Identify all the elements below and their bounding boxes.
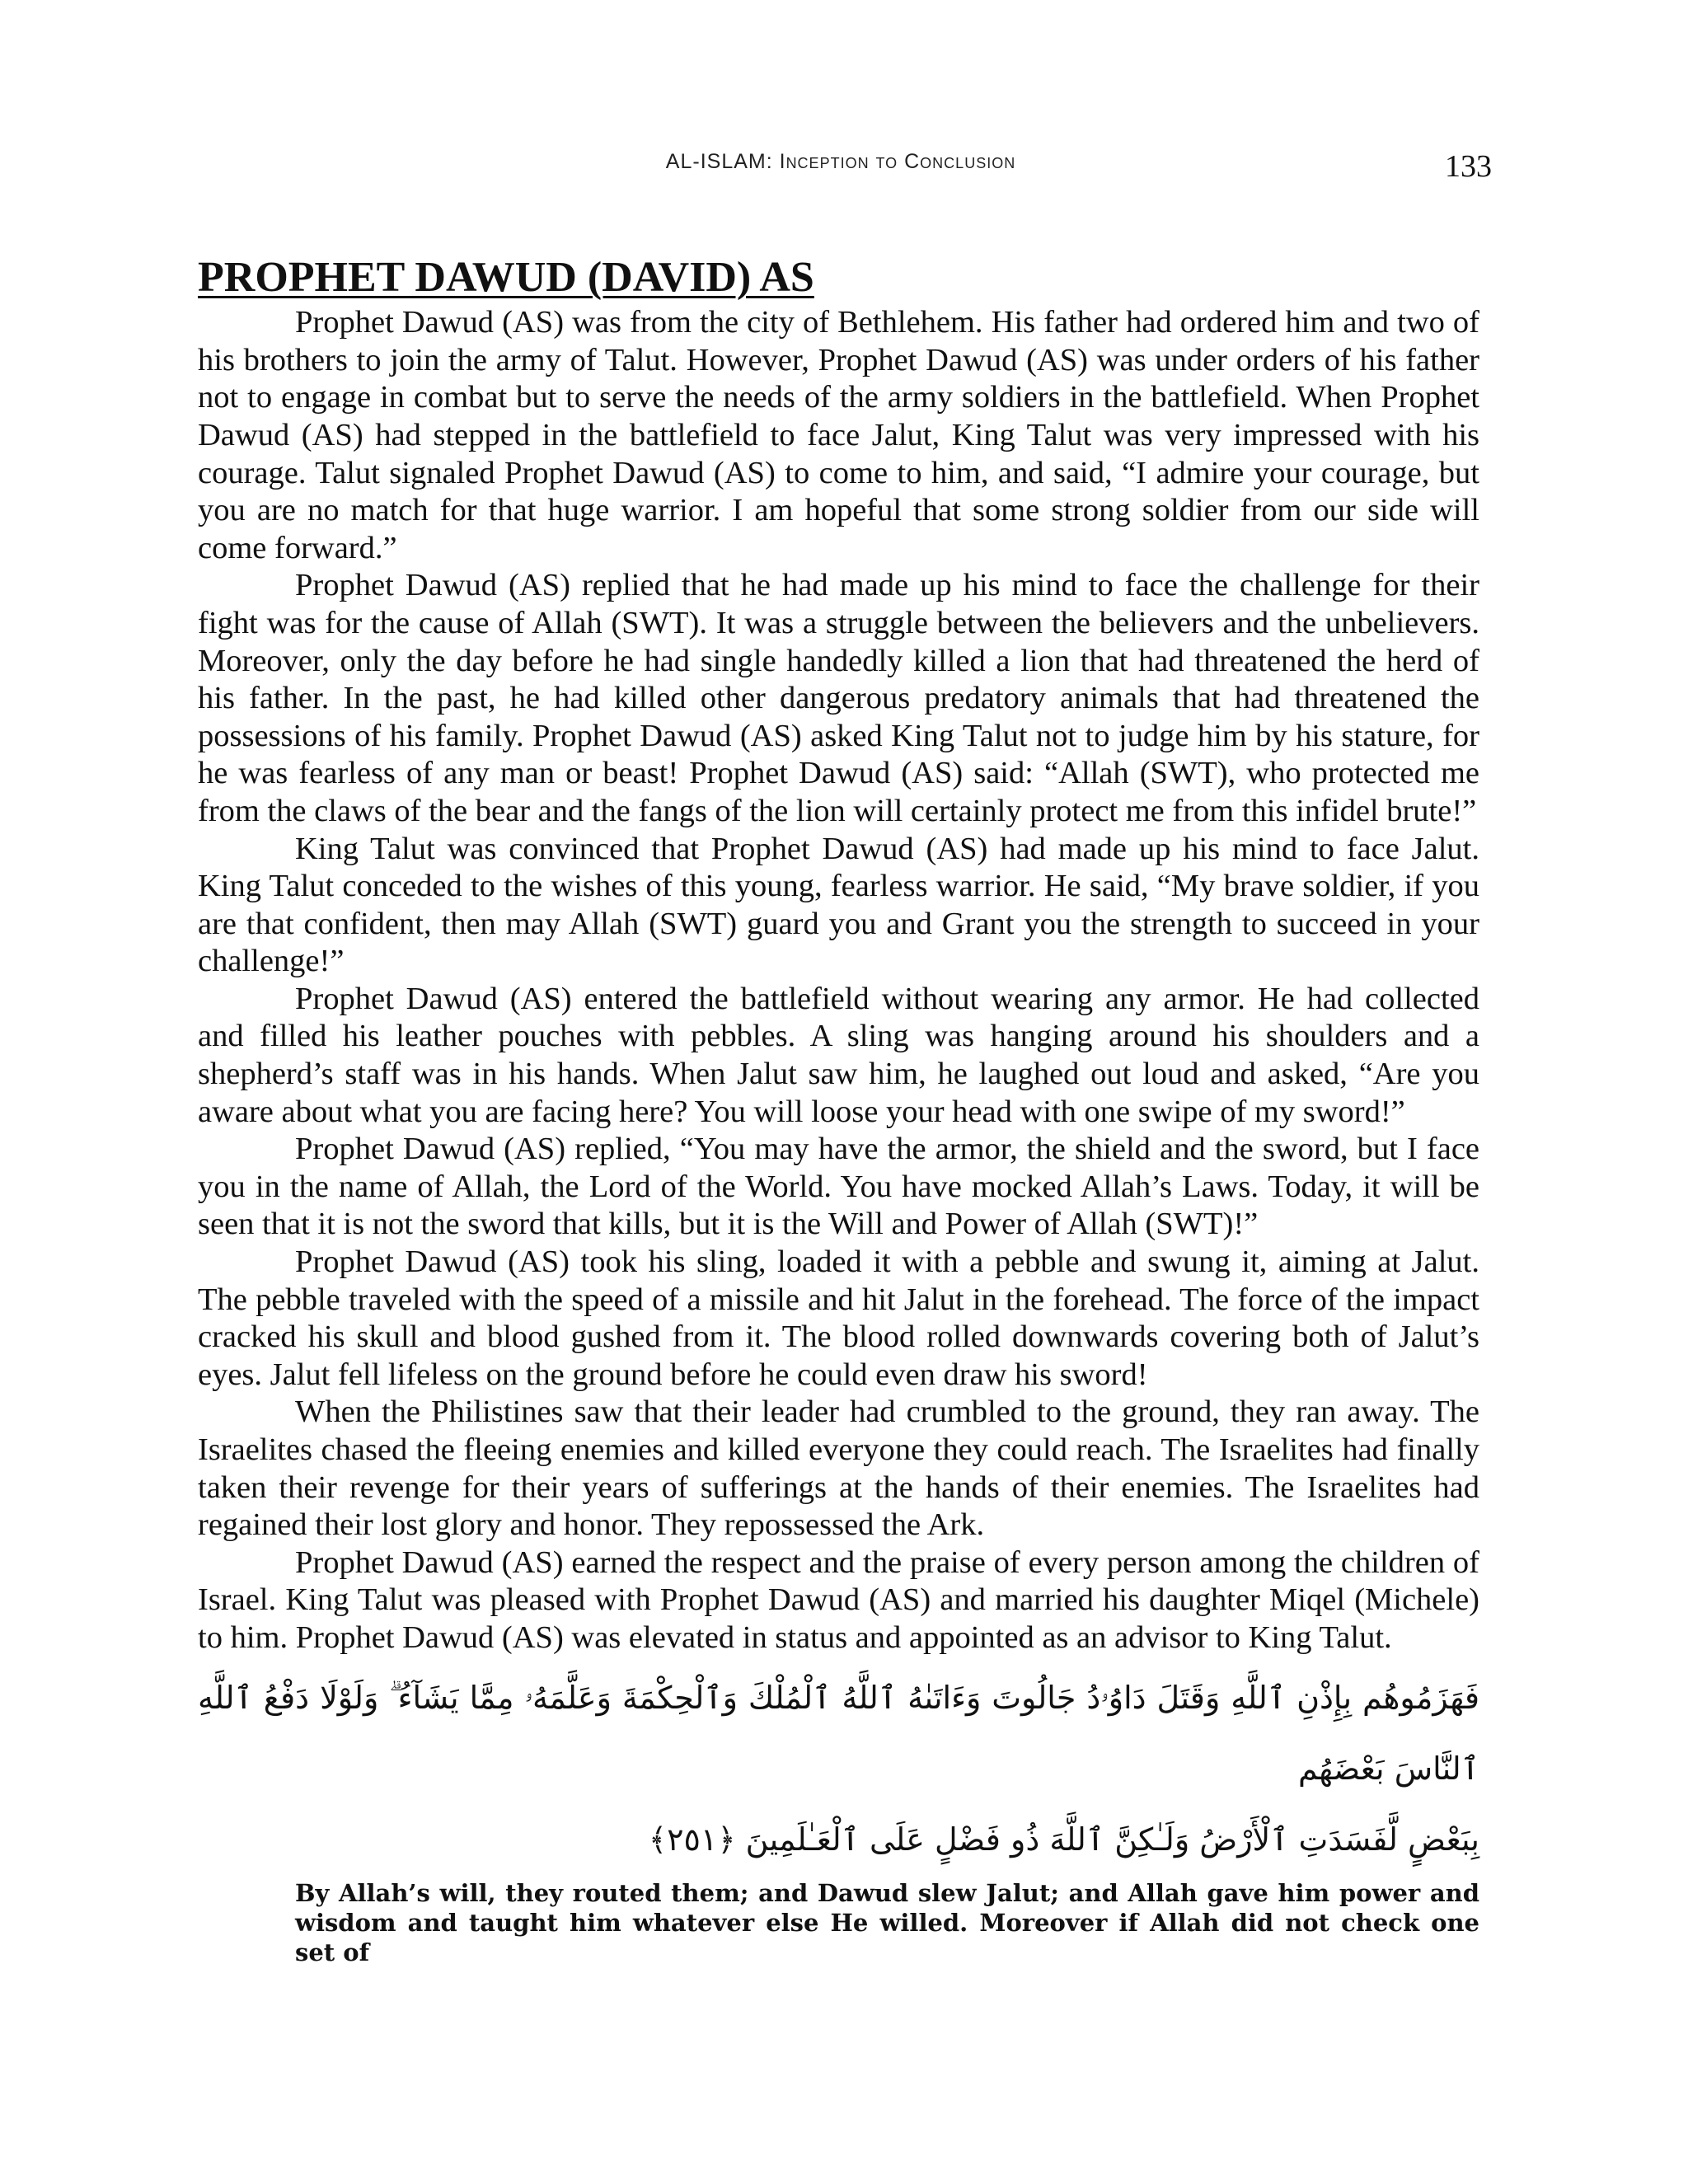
verse-translation: By Allah’s will, they routed them; and Dawud slew Jalut; and Allah gave him power and wisdom and taught him whatever else He willed. Moreover if Allah did not check one set of xyxy=(295,1878,1479,1966)
page-body xyxy=(198,254,1479,1967)
body-paragraph: Prophet Dawud (AS) entered the battlefield without wearing any armor. He had collected and filled his leather pouches with pebbles. A sling was hanging around his shoulders and a shepherd’s staff was in his hands. When Jalut saw him, he laughed out loud and asked, “Are you aware about what you are facing here? You will loose your head with one swipe of my sword!” xyxy=(198,981,1479,1129)
body-paragraph: Prophet Dawud (AS) took his sling, loaded it with a pebble and swung it, aiming at Jalut. The pebble traveled with the speed of a missile and hit Jalut in the forehead. The force of the impact cracked his skull and blood gushed from it. The blood rolled downwards covering both of Jalut’s eyes. Jalut fell lifeless on the ground before he could even draw his sword! xyxy=(198,1244,1479,1392)
page-number: 133 xyxy=(1445,149,1492,184)
body-paragraph: Prophet Dawud (AS) replied, “You may have the armor, the shield and the sword, but I face you in the name of Allah, the Lord of the World. You have mocked Allah’s Laws. Today, it will be seen that it is not the sword that kills, but it is the Will and Power of Allah (SWT)!” xyxy=(198,1132,1479,1242)
body-paragraph: King Talut was convinced that Prophet Dawud (AS) had made up his mind to face Jalut. King Talut conceded to the wishes of this young, fearless warrior. He said, “My brave soldier, if you are that confident, then may Allah (SWT) guard you and Grant you the strength to succeed in your challenge!” xyxy=(198,831,1479,979)
body-paragraph: Prophet Dawud (AS) replied that he had made up his mind to face the challenge for their fight was for the cause of Allah (SWT). It was a struggle between the believers and the unbelievers. Moreover, only the day before he had single handedly killed a lion that had threatened the herd of his father. In the past, he had killed other dangerous predatory animals that had threatened the possessions of his family. Prophet Dawud (AS) asked King Talut not to judge him by his stature, for he was fearless of any man or beast! Prophet Dawud (AS) said: “Allah (SWT), who protected me from the claws of the bear and the fangs of the lion will certainly protect me from this infidel brute!” xyxy=(198,568,1479,828)
running-header: AL-ISLAM: Inception to Conclusion xyxy=(665,150,1016,173)
body-paragraph: Prophet Dawud (AS) was from the city of Bethlehem. His father had ordered him and two of his brothers to join the army of Talut. However, Prophet Dawud (AS) was under orders of his father not to engage in combat but to serve the needs of the army soldiers in the battlefield. When Prophet Dawud (AS) had stepped in the battlefield to face Jalut, King Talut was very impressed with his courage. Talut signaled Prophet Dawud (AS) to come to him, and said, “I admire your courage, but you are no match for that huge warrior. I am hopeful that some strong soldier from our side will come forward.” xyxy=(198,305,1479,565)
quran-verse xyxy=(198,1662,1479,1875)
quran-verse-line-1: فَهَزَمُوهُم بِإِذْنِ ٱللَّهِ وَقَتَلَ دَاوُۥدُ جَالُوتَ وَءَاتَىٰهُ ٱللَّهُ ٱلْمُلْكَ وَٱلْحِكْمَةَ وَعَلَّمَهُۥ مِمَّا يَشَآءُ ۗ وَلَوْلَا دَفْعُ ٱللَّهِ ٱلنَّاسَ بَعْضَهُم xyxy=(198,1679,1479,1787)
body-paragraph: Prophet Dawud (AS) earned the respect and the praise of every person among the children of Israel. King Talut was pleased with Prophet Dawud (AS) and married his daughter Miqel (Michele) to him. Prophet Dawud (AS) was elevated in status and appointed as an advisor to King Talut. xyxy=(198,1544,1479,1655)
quran-verse-line-2: بِبَعْضٍ لَّفَسَدَتِ ٱلْأَرْضُ وَلَـٰكِنَّ ٱللَّهَ ذُو فَضْلٍ عَلَى ٱلْعَـٰلَمِينَ ﴿٢٥١﴾ xyxy=(648,1821,1479,1858)
body-paragraph: When the Philistines saw that their leader had crumbled to the ground, they ran away. The Israelites chased the fleeing enemies and killed everyone they could reach. The Israelites had finally taken their revenge for their years of sufferings at the hands of their enemies. The Israelites had regained their lost glory and honor. They repossessed the Ark. xyxy=(198,1394,1479,1543)
chapter-title: PROPHET DAWUD (DAVID) AS xyxy=(198,254,814,301)
